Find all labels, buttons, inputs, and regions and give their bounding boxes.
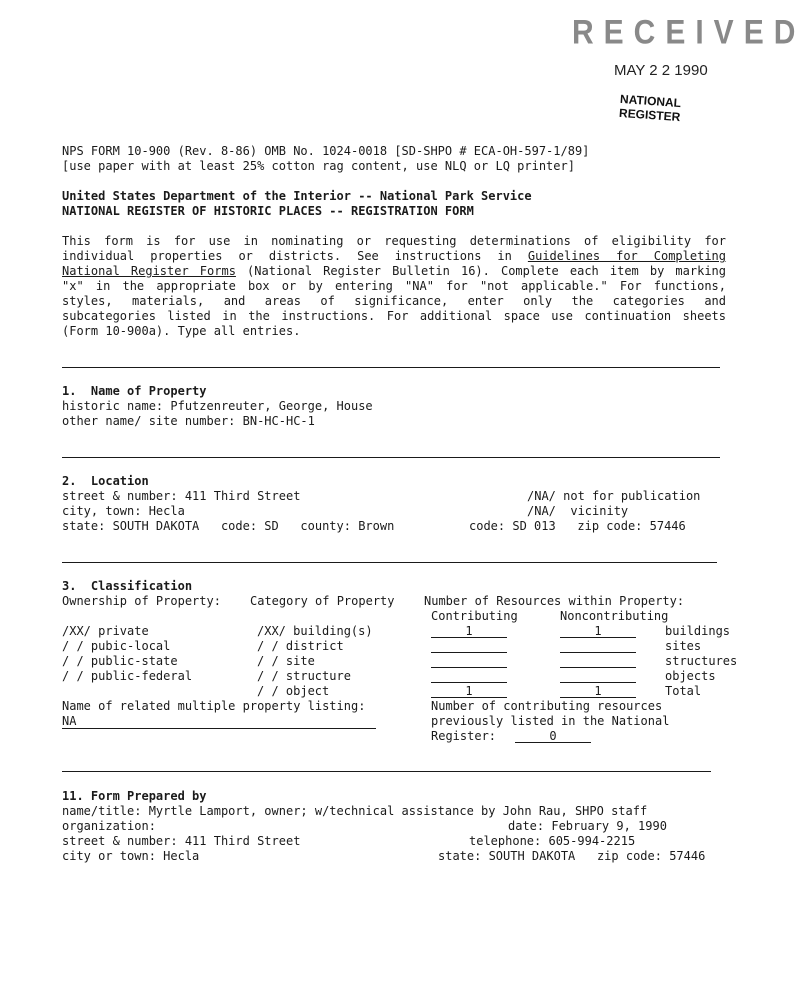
state-code-county: state: SOUTH DAKOTA code: SD county: Brown	[62, 519, 395, 533]
instructions-line: "x" in the appropriate box or by entering "NA" for "not applicable." For functions,	[62, 279, 726, 293]
category-buildings: /XX/ building(s)	[257, 624, 373, 638]
preparer-state-zip: state: SOUTH DAKOTA zip code: 57446	[438, 849, 706, 863]
resource-label: structures	[665, 654, 738, 668]
category-site: / / site	[257, 654, 315, 668]
resource-row	[431, 654, 751, 669]
preparer-city: city or town: Hecla	[62, 849, 200, 863]
ownership-local: / / pubic-local	[62, 639, 171, 653]
instructions-line	[62, 264, 726, 279]
preparer-telephone: telephone: 605-994-2215	[469, 834, 636, 848]
noncontributing-count	[560, 654, 636, 668]
ownership-header: Ownership of Property:	[62, 594, 221, 608]
resource-label: Total	[665, 684, 702, 698]
instructions-line: subcategories listed in the instructions. For additional space use continuation sheets	[62, 309, 726, 323]
noncontributing-count: 1	[560, 624, 636, 638]
divider	[62, 367, 720, 368]
ownership-private: /XX/ private	[62, 624, 149, 638]
street-number: street & number: 411 Third Street	[62, 489, 301, 503]
previously-listed-line1: Number of contributing resources	[431, 699, 663, 713]
resource-row-total	[431, 684, 751, 699]
multiple-listing-label: Name of related multiple property listing:	[62, 699, 366, 713]
category-structure: / / structure	[257, 669, 351, 683]
section3-heading: 3. Classification	[62, 579, 193, 593]
not-for-publication: /NA/ not for publication	[527, 489, 701, 503]
category-header: Category of Property	[250, 594, 395, 608]
instructions-line: This form is for use in nominating or requesting determinations of eligibility for	[62, 234, 726, 248]
section11-heading: 11. Form Prepared by	[62, 789, 207, 803]
stamp-date: MAY 2 2 1990	[614, 62, 708, 79]
multiple-listing-field	[62, 714, 376, 729]
form-number-line: NPS FORM 10-900 (Rev. 8-86) OMB No. 1024-0018 [SD-SHPO # ECA-OH-597-1/89]	[62, 144, 590, 158]
instructions-line	[62, 249, 726, 264]
category-object: / / object	[257, 684, 330, 698]
guidelines-title-cont: National Register Forms	[62, 264, 236, 278]
divider	[62, 562, 717, 563]
contributing-count: 1	[431, 624, 507, 638]
resource-label: sites	[665, 639, 702, 653]
resource-label: objects	[665, 669, 716, 683]
instructions-paragraph	[62, 234, 726, 339]
instructions-text: (National Register Bulletin 16). Complete each item by marking	[235, 264, 727, 278]
multiple-listing-value: NA	[62, 714, 77, 728]
noncontributing-header: Noncontributing	[560, 609, 669, 623]
historic-name: historic name: Pfutzenreuter, George, House	[62, 399, 373, 413]
city-town: city, town: Hecla	[62, 504, 185, 518]
preparer-street: street & number: 411 Third Street	[62, 834, 301, 848]
previously-listed-line2: previously listed in the National	[431, 714, 670, 728]
instructions-line: (Form 10-900a). Type all entries.	[62, 324, 301, 338]
noncontributing-total: 1	[560, 684, 636, 698]
vicinity: /NA/ vicinity	[527, 504, 629, 518]
name-title: name/title: Myrtle Lamport, owner; w/technical assistance by John Rau, SHPO staff	[62, 804, 648, 818]
instructions-text: individual properties or districts. See instructions in	[62, 249, 528, 263]
category-district: / / district	[257, 639, 344, 653]
previously-listed-label: Register:	[431, 729, 497, 743]
resource-label: buildings	[665, 624, 731, 638]
received-stamp-text: RECEIVED	[572, 13, 805, 52]
noncontributing-count	[560, 669, 636, 683]
stamp-register: REGISTER	[618, 105, 681, 125]
contributing-header: Contributing	[431, 609, 518, 623]
contributing-total: 1	[431, 684, 507, 698]
section1-heading: 1. Name of Property	[62, 384, 207, 398]
other-name: other name/ site number: BN-HC-HC-1	[62, 414, 315, 428]
section2-heading: 2. Location	[62, 474, 149, 488]
agency-line: United States Department of the Interior -- National Park Service	[62, 189, 532, 203]
resource-row	[431, 669, 751, 684]
contributing-count	[431, 654, 507, 668]
noncontributing-count	[560, 639, 636, 653]
county-code-zip: code: SD 013 zip code: 57446	[469, 519, 686, 533]
stamp-national: NATIONAL	[619, 91, 682, 111]
instructions-line: styles, materials, and areas of significance, enter only the categories and	[62, 294, 726, 308]
prepared-date: date: February 9, 1990	[508, 819, 667, 833]
resources-header: Number of Resources within Property:	[424, 594, 685, 608]
contributing-count	[431, 639, 507, 653]
divider	[62, 457, 720, 458]
contributing-count	[431, 669, 507, 683]
resource-row	[431, 624, 751, 639]
form-title: NATIONAL REGISTER OF HISTORIC PLACES -- REGISTRATION FORM	[62, 204, 474, 218]
paper-instruction-line: [use paper with at least 25% cotton rag content, use NLQ or LQ printer]	[62, 159, 575, 173]
resource-row	[431, 639, 751, 654]
divider	[62, 771, 711, 772]
guidelines-title: Guidelines for Completing	[527, 249, 727, 263]
ownership-federal: / / public-federal	[62, 669, 193, 683]
ownership-state: / / public-state	[62, 654, 178, 668]
organization: organization:	[62, 819, 156, 833]
previously-listed-value: 0	[515, 729, 591, 743]
